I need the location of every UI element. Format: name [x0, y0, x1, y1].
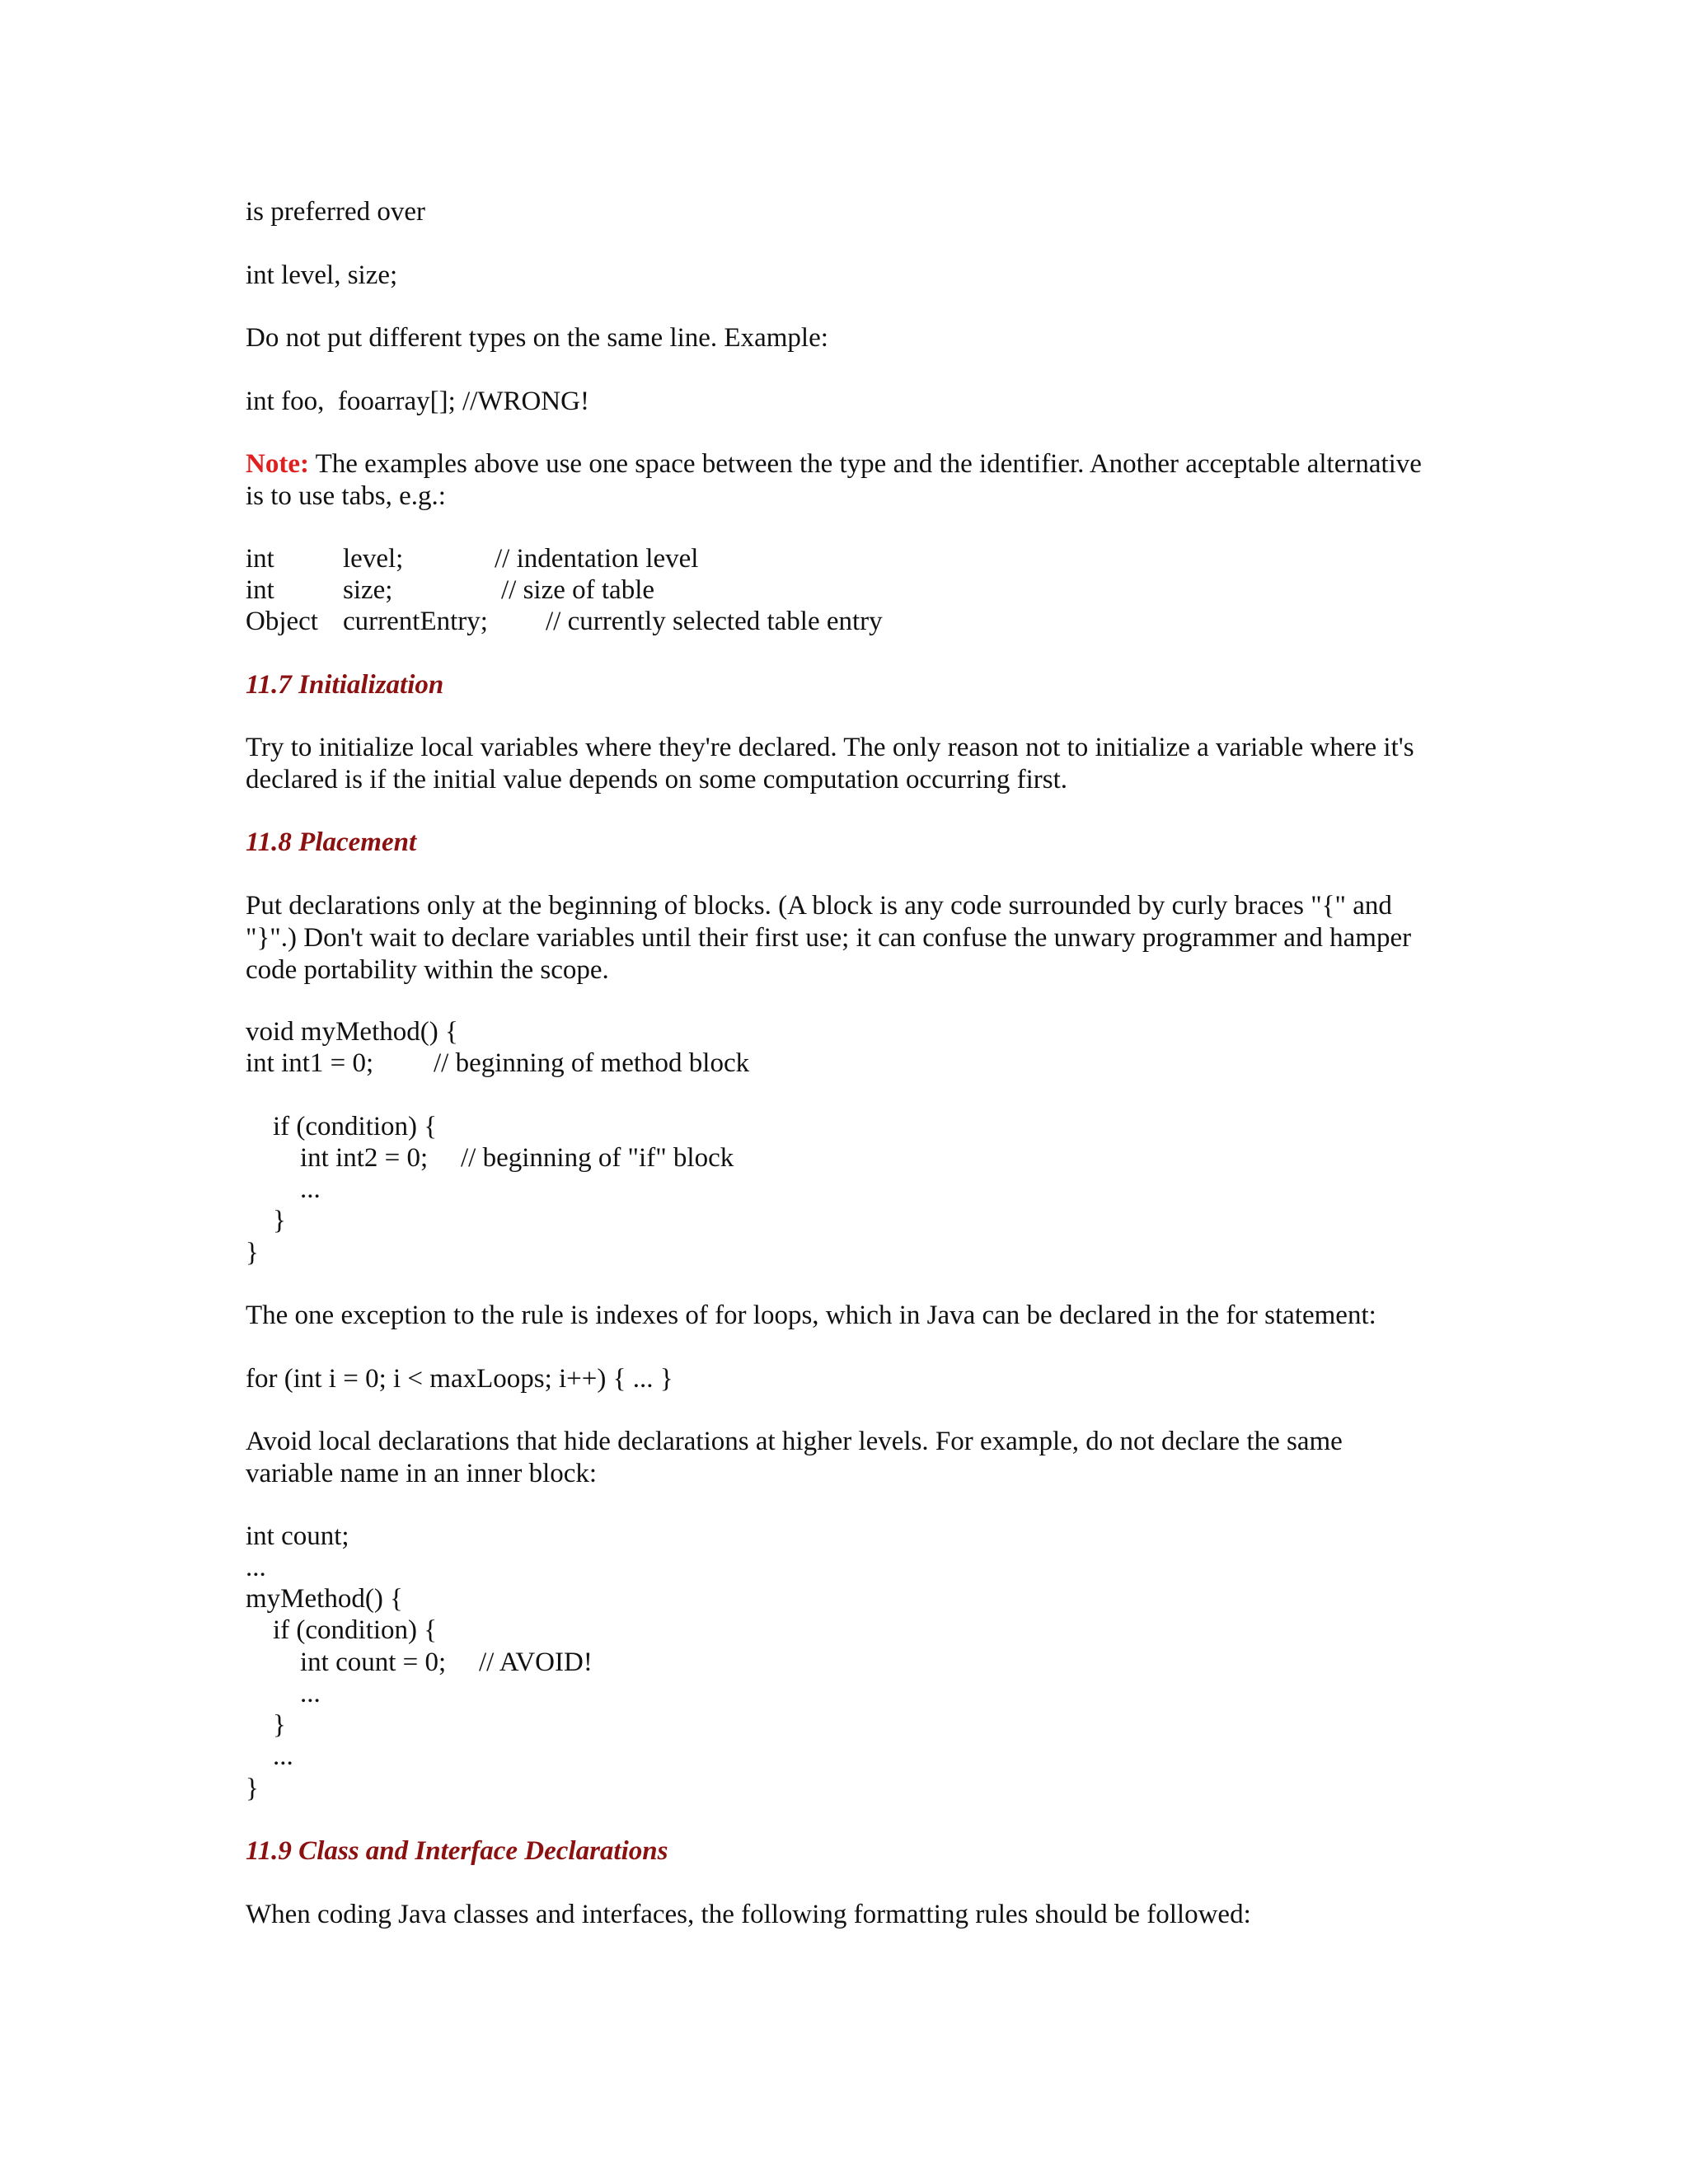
- code-line: if (condition) {: [273, 1112, 438, 1141]
- code-for-loop: for (int i = 0; i < maxLoops; i++) { ... }: [246, 1364, 673, 1394]
- code-line: ...: [273, 1741, 293, 1771]
- code-comment: // beginning of method block: [434, 1048, 750, 1078]
- heading-class-interface: 11.9 Class and Interface Declarations: [246, 1836, 668, 1866]
- code-line: ...: [300, 1679, 321, 1708]
- tab-example-name: currentEntry;: [343, 607, 488, 636]
- code-line: myMethod() {: [246, 1584, 403, 1614]
- heading-initialization: 11.7 Initialization: [246, 670, 444, 700]
- initialization-paragraph: Try to initialize local variables where they're declared. The only reason not to initialize a variable where it's declared is if the initial value depends on some computation occurring first.: [246, 733, 1414, 794]
- exception-paragraph: The one exception to the rule is indexes of for loops, which in Java can be declared in the for statement:: [246, 1301, 1376, 1330]
- text-preferred-over: is preferred over: [246, 197, 426, 227]
- code-comment: // beginning of "if" block: [461, 1143, 734, 1173]
- code-line: void myMethod() {: [246, 1017, 458, 1047]
- tab-example-name: level;: [343, 544, 404, 574]
- note-text: The examples above use one space between the type and the identifier. Another acceptable alternative is to use tabs, e.g.:: [246, 449, 1422, 511]
- placement-paragraph: Put declarations only at the beginning of blocks. (A block is any code surrounded by curly braces "{" and "}".) Don't wait to declare variables until their first use; it can confuse the unwary programmer and hamper code portability within the scope.: [246, 891, 1412, 985]
- code-line: if (condition) {: [273, 1615, 438, 1645]
- code-line: ...: [300, 1174, 321, 1204]
- class-interface-paragraph: When coding Java classes and interfaces, the following formatting rules should be followed:: [246, 1900, 1251, 1929]
- code-foo-wrong: int foo, fooarray[]; //WRONG!: [246, 387, 589, 416]
- text-different-types: Do not put different types on the same line. Example:: [246, 323, 828, 353]
- code-line: }: [246, 1238, 259, 1268]
- note-label: Note:: [246, 449, 309, 479]
- heading-placement: 11.8 Placement: [246, 827, 417, 857]
- code-line: }: [273, 1710, 286, 1740]
- code-line: int count;: [246, 1521, 349, 1551]
- code-line: ...: [246, 1553, 266, 1582]
- code-line: int int1 = 0;: [246, 1048, 374, 1078]
- tab-example-type: int: [246, 575, 274, 605]
- note-paragraph: [246, 448, 1432, 513]
- tab-example-type: Object: [246, 607, 318, 636]
- code-line: }: [273, 1206, 286, 1235]
- code-line: }: [246, 1774, 259, 1803]
- code-comment: // AVOID!: [479, 1647, 593, 1677]
- code-int-level-size: int level, size;: [246, 260, 398, 290]
- tab-example-name: size;: [343, 575, 393, 605]
- code-line: int count = 0;: [300, 1647, 447, 1677]
- code-line: int int2 = 0;: [300, 1143, 429, 1173]
- tab-example-comment: // size of table: [501, 575, 655, 605]
- avoid-paragraph: Avoid local declarations that hide declarations at higher levels. For example, do not declare the same variable name in an inner block:: [246, 1427, 1343, 1488]
- tab-example-type: int: [246, 544, 274, 574]
- tab-example-comment: // indentation level: [495, 544, 699, 574]
- tab-example-comment: // currently selected table entry: [546, 607, 883, 636]
